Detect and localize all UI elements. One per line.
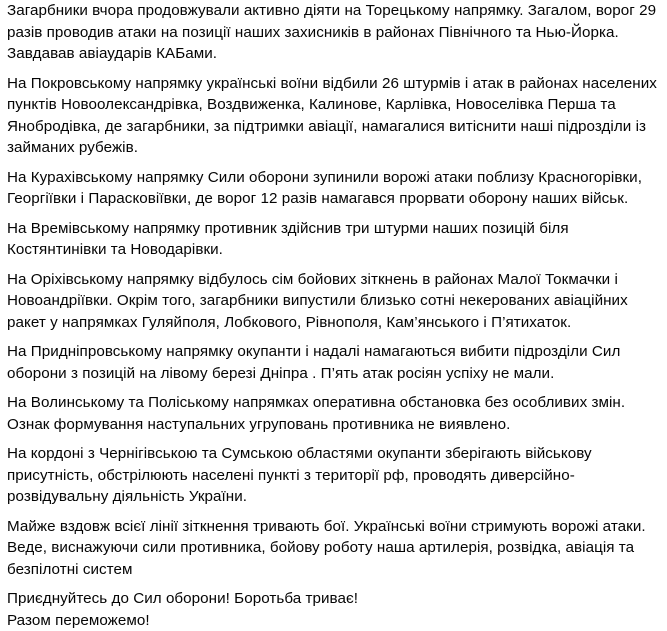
post-text-line: розвідувальну діяльність України. bbox=[7, 486, 661, 508]
post-paragraph bbox=[7, 167, 661, 210]
post-text-line: ракет у напрямках Гуляйполя, Лобкового, Рівнополя, Кам’янського і П’ятихаток. bbox=[7, 312, 661, 334]
post-text-line: Веде, виснажуючи сили противника, бойову роботу наша артилерія, розвідка, авіація та bbox=[7, 537, 661, 559]
post-text-line: Новоандріївки. Окрім того, загарбники випустили близько сотні некерованих авіаційних bbox=[7, 290, 661, 312]
post-paragraph bbox=[7, 392, 661, 435]
post-paragraph bbox=[7, 443, 661, 508]
post-text-line: Разом переможемо! bbox=[7, 610, 661, 631]
post-text-line: Майже вздовж всієї лінії зіткнення тривають бої. Українські воїни стримують ворожі атаки. bbox=[7, 516, 661, 538]
post-paragraph bbox=[7, 0, 661, 65]
post-paragraph bbox=[7, 588, 661, 631]
post-text-line: пунктів Новоолександрівка, Воздвиженка, Калинове, Карлівка, Новоселівка Перша та bbox=[7, 94, 661, 116]
post-text-line: Георгіївки і Парасковіївки, де ворог 12 разів намагався прорвати оборону наших військ. bbox=[7, 188, 661, 210]
post-text-line: Ознак формування наступальних угруповань противника не виявлено. bbox=[7, 414, 661, 436]
post-text-line: разів проводив атаки на позиції наших захисників в районах Північного та Нью-Йорка. bbox=[7, 22, 661, 44]
post-text-line: На Придніпровському напрямку окупанти і надалі намагаються вибити підрозділи Сил bbox=[7, 341, 661, 363]
post-text-line: На Курахівському напрямку Сили оборони зупинили ворожі атаки поблизу Красногорівки, bbox=[7, 167, 661, 189]
post-text-line: Янобродівка, де загарбники, за підтримки авіації, намагалися витіснити наші підрозділи із bbox=[7, 116, 661, 138]
post-text-line: На Оріхівському напрямку відбулось сім бойових зіткнень в районах Малої Токмачки і bbox=[7, 269, 661, 291]
post-paragraph bbox=[7, 218, 661, 261]
post-paragraph bbox=[7, 269, 661, 334]
post-text-line: Завдавав авіаударів КАБами. bbox=[7, 43, 661, 65]
post-text-line: безпілотні систем bbox=[7, 559, 661, 581]
post-text-line: На кордоні з Чернігівською та Сумською областями окупанти зберігають військову bbox=[7, 443, 661, 465]
post-text-line: оборони з позицій на лівому березі Дніпра . П’ять атак росіян успіху не мали. bbox=[7, 363, 661, 385]
post-text-line: займаних рубежів. bbox=[7, 137, 661, 159]
post-text-line: Костянтинівки та Новодарівки. bbox=[7, 239, 661, 261]
post-text-line: На Волинському та Поліському напрямках оперативна обстановка без особливих змін. bbox=[7, 392, 661, 414]
post-text-line: На Покровському напрямку українські воїни відбили 26 штурмів і атак в районах населених bbox=[7, 73, 661, 95]
post-paragraph bbox=[7, 73, 661, 159]
post-paragraph bbox=[7, 516, 661, 581]
post-text-line: На Времівському напрямку противник здійснив три штурми наших позицій біля bbox=[7, 218, 661, 240]
post-text-line: присутність, обстрілюють населені пункті з території рф, проводять диверсійно- bbox=[7, 465, 661, 487]
post-paragraph bbox=[7, 341, 661, 384]
post-text-line: Приєднуйтесь до Сил оборони! Боротьба триває! bbox=[7, 588, 661, 610]
post-text-line: Загарбники вчора продовжували активно діяти на Торецькому напрямку. Загалом, ворог 29 bbox=[7, 0, 661, 22]
